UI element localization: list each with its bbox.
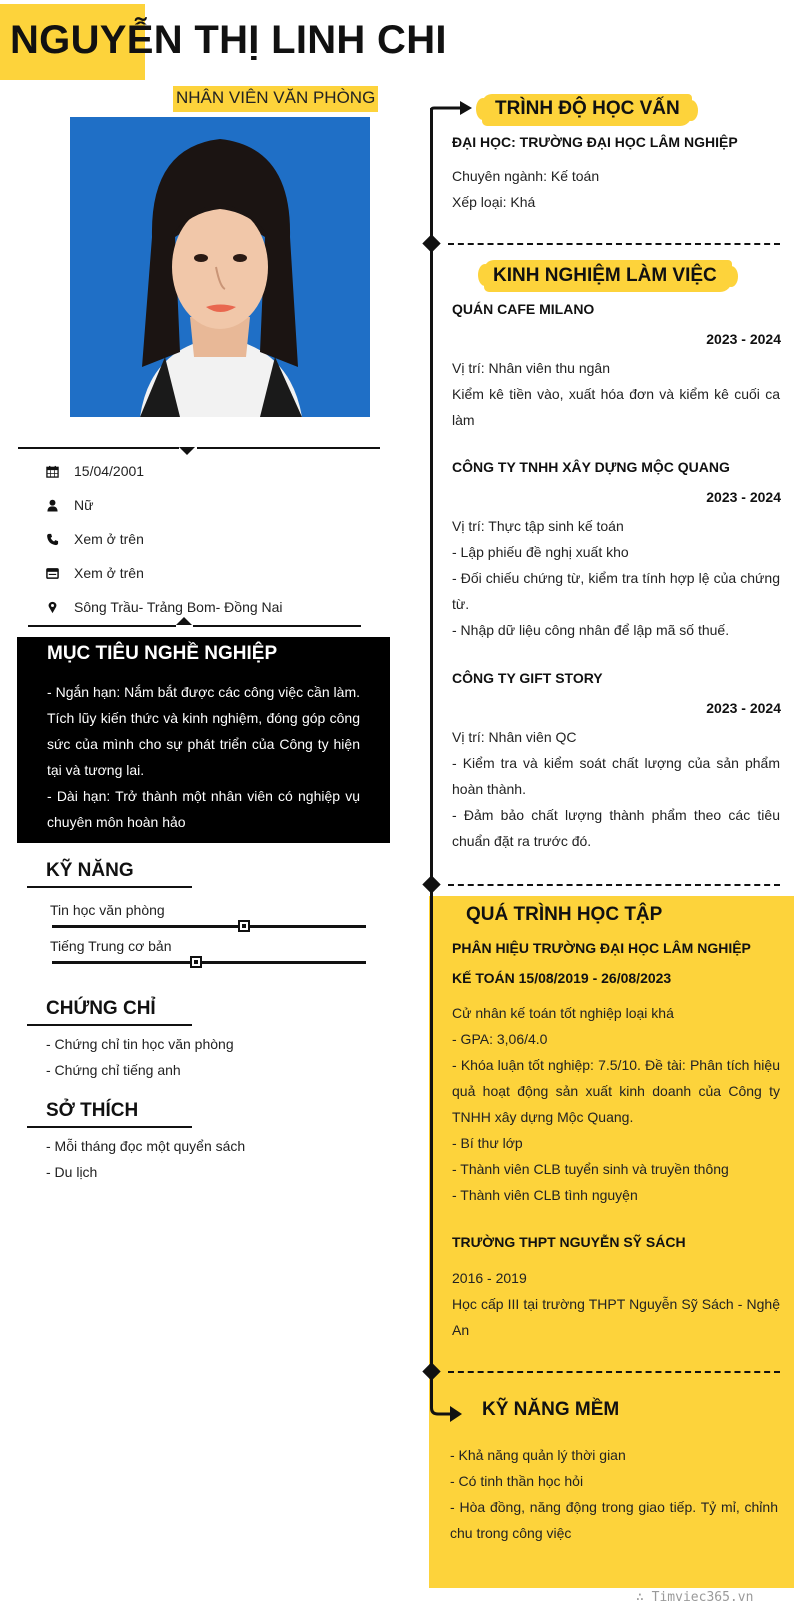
education-grade: Xếp loại: Khá [452, 194, 536, 210]
portrait-illustration [70, 117, 370, 417]
address-text: Sông Trầu- Trảng Bom- Đồng Nai [74, 599, 283, 615]
career-goal-text: - Ngắn hạn: Nắm bắt được các công việc cần làm. Tích lũy kiến thức và kinh nghiệm, đóng góp công sức của mình cho sự phát triển của Công ty hiện tại và tương lai. - Dài hạn: Trở thành một nhân viên có nghiệp vụ chuyên môn hoàn hảo [47, 684, 360, 830]
study-period: 2016 - 2019 [452, 1270, 527, 1286]
experience-title: KINH NGHIỆM LÀM VIỆC [493, 265, 717, 286]
job-company: QUÁN CAFE MILANO [452, 301, 595, 317]
info-birthdate [46, 460, 144, 482]
section-divider [448, 243, 780, 245]
photo-separator-left [18, 447, 179, 449]
certificate-item: - Chứng chỉ tiếng anh [46, 1062, 181, 1078]
phone-icon [46, 533, 74, 546]
study-line: - Thành viên CLB tuyển sinh và truyền thông [452, 1161, 729, 1177]
career-goal-title: MỤC TIÊU NGHỀ NGHIỆP [47, 643, 278, 664]
birthdate-text: 15/04/2001 [74, 463, 145, 479]
study-line: - Khóa luận tốt nghiệp: 7.5/10. Đề tài: Phân tích hiệu quả hoạt động sản xuất kinh doanh của Công ty TNHH xây dựng Mộc Quang. [452, 1057, 780, 1125]
job-line: - Đảm bảo chất lượng thành phẩm theo các tiêu chuẩn đặt ra trước đó. [452, 807, 780, 849]
study-school: TRƯỜNG THPT NGUYỄN SỸ SÁCH [452, 1234, 686, 1250]
study-line: - Bí thư lớp [452, 1135, 523, 1151]
info-gender [46, 494, 93, 516]
career-goal-section [17, 637, 390, 843]
skill-bar-office [52, 925, 366, 928]
soft-skills-text: - Khả năng quản lý thời gian - Có tinh thần học hỏi - Hòa đồng, năng động trong giao tiếp. Tỷ mỉ, chỉnh chu trong công việc [450, 1447, 778, 1541]
timeline-arrow-top-icon [430, 100, 475, 124]
certificates-title: CHỨNG CHỈ [46, 998, 156, 1019]
study-school: PHÂN HIỆU TRƯỜNG ĐẠI HỌC LÂM NGHIỆP [452, 940, 751, 956]
job-line: - Lập phiếu đề nghị xuất kho [452, 544, 629, 560]
job-line: Kiểm kê tiền vào, xuất hóa đơn và kiểm kê cuối ca làm [452, 386, 780, 428]
info-email [46, 562, 144, 584]
job-years: 2023 - 2024 [706, 489, 781, 505]
job-line: - Kiểm tra và kiểm soát chất lượng của sản phẩm hoàn thành. [452, 755, 780, 797]
education-major: Chuyên ngành: Kế toán [452, 168, 600, 184]
job-line: - Nhập dữ liệu công nhân để lập mã số thuế. [452, 622, 730, 638]
job-years: 2023 - 2024 [706, 331, 781, 347]
info-address [46, 596, 283, 618]
timeline-arrow-bottom-icon [430, 1396, 466, 1428]
calendar-icon [46, 465, 74, 478]
hobbies-title-underline [27, 1126, 192, 1128]
job-line: Vị trí: Nhân viên thu ngân [452, 360, 610, 376]
skill-name-chinese: Tiếng Trung cơ bản [50, 938, 172, 954]
job-line: Vị trí: Nhân viên QC [452, 729, 577, 745]
location-pin-icon [46, 601, 74, 614]
skills-title-underline [27, 886, 192, 888]
person-icon [46, 499, 74, 512]
job-years: 2023 - 2024 [706, 700, 781, 716]
skill-knob-office [238, 920, 250, 932]
education-title: TRÌNH ĐỘ HỌC VẤN [495, 98, 680, 119]
job-company: CÔNG TY GIFT STORY [452, 670, 603, 686]
section-divider [448, 884, 780, 886]
hobby-item: - Du lịch [46, 1164, 98, 1180]
education-school: ĐẠI HỌC: TRƯỜNG ĐẠI HỌC LÂM NGHIỆP [452, 134, 738, 150]
study-line: - Thành viên CLB tình nguyện [452, 1187, 638, 1203]
email-icon [46, 567, 74, 580]
study-line: - GPA: 3,06/4.0 [452, 1031, 548, 1047]
phone-text: Xem ở trên [74, 531, 144, 547]
timeline-marker [422, 875, 440, 893]
skill-name-office: Tin học văn phòng [50, 902, 165, 918]
email-text: Xem ở trên [74, 565, 144, 581]
study-title: QUÁ TRÌNH HỌC TẬP [466, 904, 663, 925]
job-company: CÔNG TY TNHH XÂY DỰNG MỘC QUANG [452, 459, 730, 475]
job-line: - Đối chiếu chứng từ, kiểm tra tính hợp lệ của chứng từ. [452, 570, 780, 612]
skills-title: KỸ NĂNG [46, 860, 134, 881]
info-separator-right [193, 625, 361, 627]
study-line: Cử nhân kế toán tốt nghiệp loại khá [452, 1005, 674, 1021]
gender-text: Nữ [74, 497, 94, 513]
watermark: ∴ Timviec365.vn [636, 1590, 754, 1605]
hobbies-title: SỞ THÍCH [46, 1100, 139, 1121]
job-line: Vị trí: Thực tập sinh kế toán [452, 518, 624, 534]
separator-arrow-up [176, 617, 192, 625]
soft-skills-title: KỸ NĂNG MỀM [482, 1399, 620, 1420]
timeline-line [430, 108, 433, 1398]
job-title: NHÂN VIÊN VĂN PHÒNG [173, 86, 378, 112]
timeline-marker [422, 234, 440, 252]
certificates-title-underline [27, 1024, 192, 1026]
section-divider [448, 1371, 780, 1373]
study-period: KẾ TOÁN 15/08/2019 - 26/08/2023 [452, 970, 672, 986]
info-phone [46, 528, 144, 550]
certificate-item: - Chứng chỉ tin học văn phòng [46, 1036, 234, 1052]
info-separator-left [28, 625, 176, 627]
hobby-item: - Mỗi tháng đọc một quyển sách [46, 1138, 246, 1154]
separator-arrow-down [179, 447, 195, 455]
photo-separator-right [197, 447, 380, 449]
skill-knob-chinese [190, 956, 202, 968]
profile-photo [70, 117, 370, 417]
candidate-name: NGUYỄN THỊ LINH CHI [10, 18, 447, 62]
skill-bar-chinese [52, 961, 366, 964]
study-line: Học cấp III tại trường THPT Nguyễn Sỹ Sách - Nghệ An [452, 1296, 780, 1338]
